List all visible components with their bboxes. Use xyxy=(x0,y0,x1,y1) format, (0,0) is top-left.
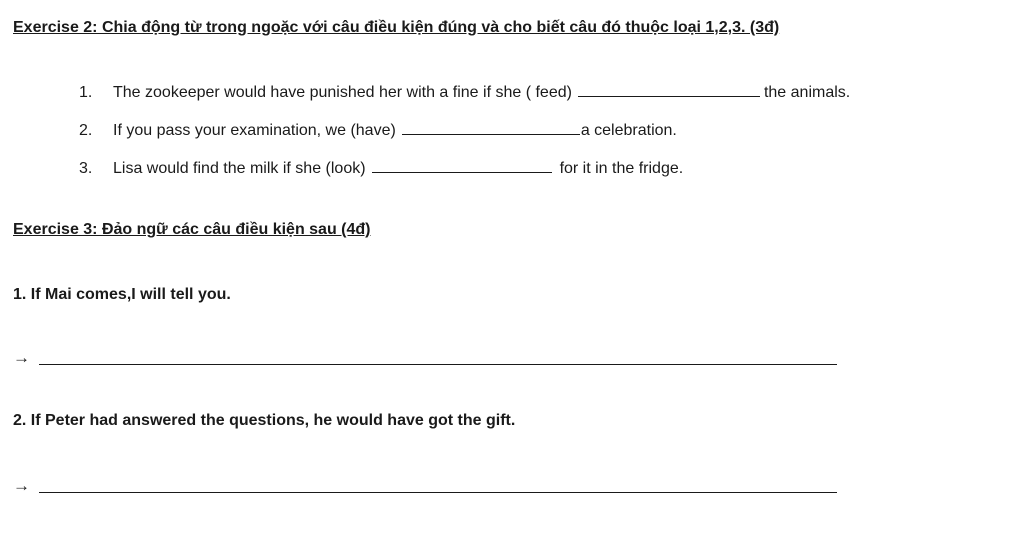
item-text-after: a celebration. xyxy=(580,122,677,139)
exercise-2-item-3 xyxy=(79,158,683,178)
item-text-after: the animals. xyxy=(763,84,851,101)
answer-blank[interactable] xyxy=(39,491,837,493)
item-text-before: The zookeeper would have punished her with a fine if she ( feed) xyxy=(113,84,572,101)
item-text-after: for it in the fridge. xyxy=(559,160,684,177)
answer-blank[interactable] xyxy=(39,363,837,365)
exercise-2-item-1 xyxy=(79,82,850,102)
exercise-3-sentence-1: 1. If Mai comes,I will tell you. xyxy=(13,286,231,303)
exercise-2-item-2 xyxy=(79,120,677,140)
item-text-before: Lisa would find the milk if she (look) xyxy=(113,160,366,177)
item-text-before: If you pass your examination, we (have) xyxy=(113,122,396,139)
item-number: 2. xyxy=(79,122,93,139)
exercise-3-title: Exercise 3: Đảo ngữ các câu điều kiện sau (4đ) xyxy=(13,221,371,238)
item-number: 3. xyxy=(79,160,93,177)
exercise-3-sentence-2: 2. If Peter had answered the questions, he would have got the gift. xyxy=(13,412,516,429)
fill-in-blank[interactable] xyxy=(372,158,552,173)
fill-in-blank[interactable] xyxy=(402,120,580,135)
answer-line-1 xyxy=(13,349,837,367)
answer-line-2 xyxy=(13,477,837,495)
exercise-2-title: Exercise 2: Chia động từ trong ngoặc với câu điều kiện đúng và cho biết câu đó thuộc loại 1,2,3. (3đ) xyxy=(13,19,780,36)
item-number: 1. xyxy=(79,84,93,101)
arrow-icon: → xyxy=(13,348,30,367)
arrow-icon: → xyxy=(13,476,30,495)
fill-in-blank[interactable] xyxy=(578,82,760,97)
